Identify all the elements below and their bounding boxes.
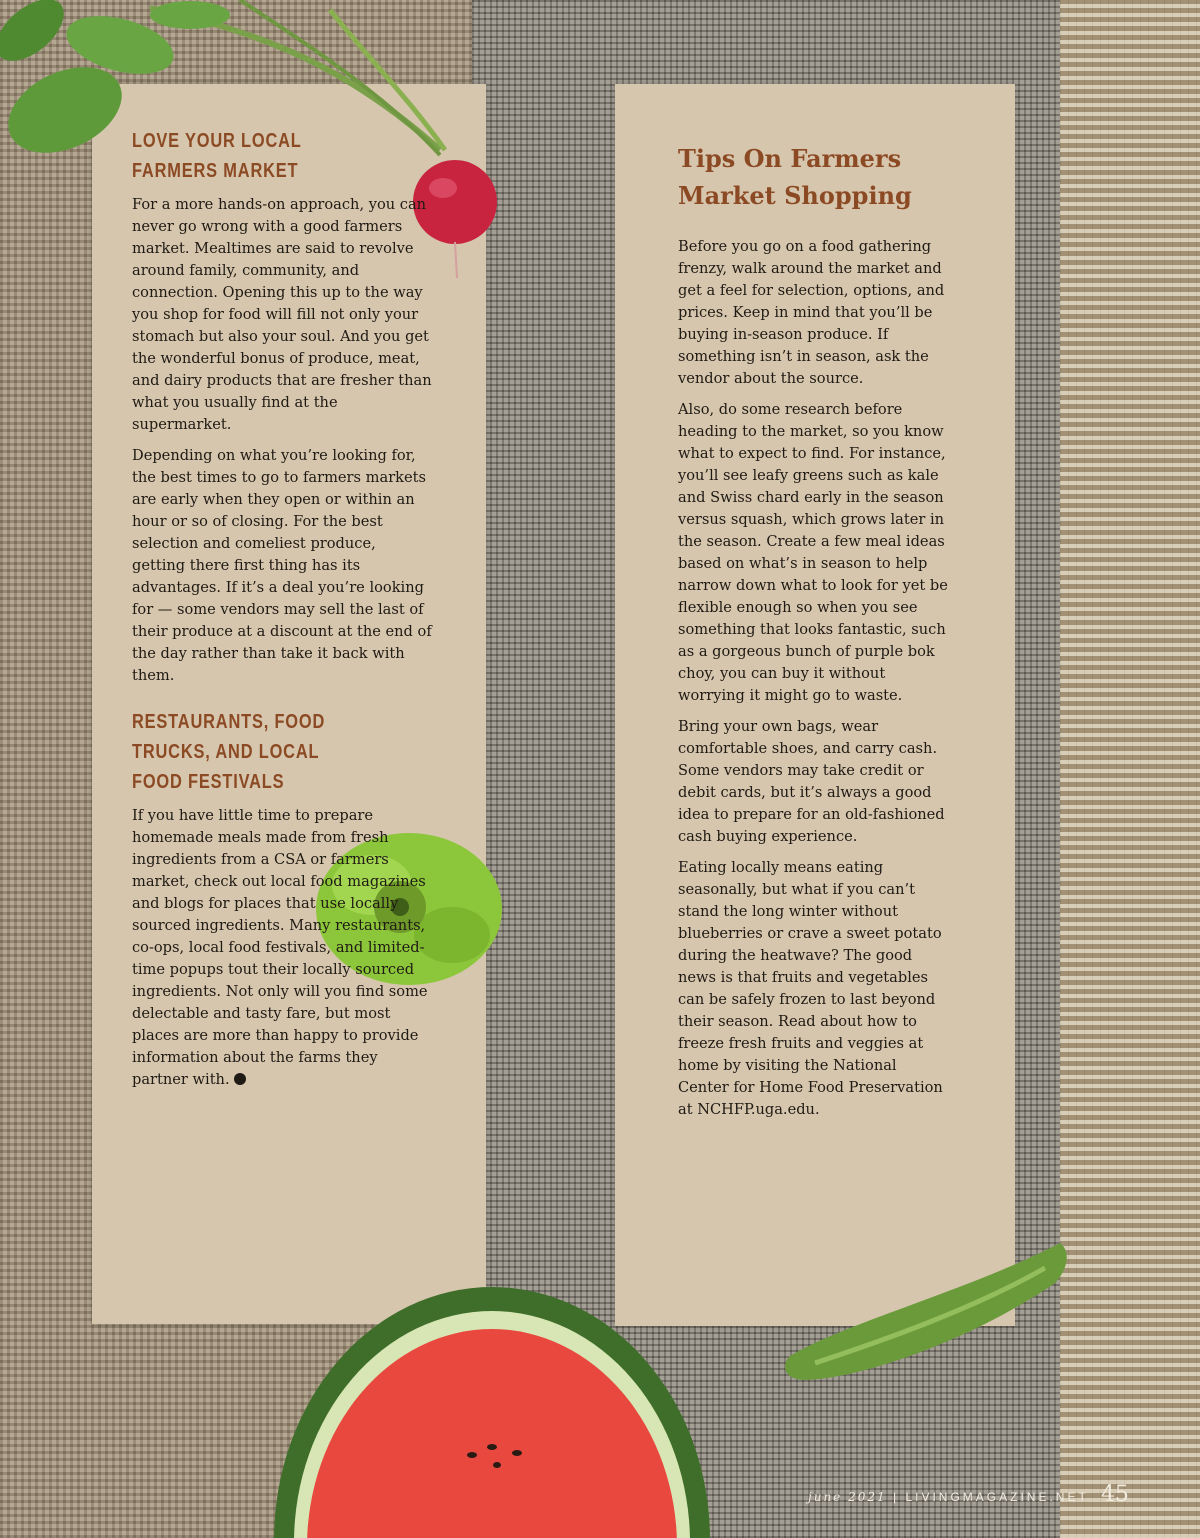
heading-line: LOVE YOUR LOCAL [132,130,302,152]
website-link[interactable]: LIVINGMAGAZINE.NET [905,1490,1089,1504]
heading-line: FARMERS MARKET [132,160,299,182]
paragraph: Also, do some research before heading to the market, so you know what to expect to find. For instance, you’ll see leafy greens such as kale and Swiss chard early in the season versus squash, which grows later in the season. Create a few meal ideas based on what’s in season to help narrow down what to look for yet be flexible enough so when you see something that looks fantastic, such as a gorgeous bunch of purple bok choy, you can buy it without worrying it might go to waste. [678,401,948,704]
heading-line: FOOD FESTIVALS [132,771,285,793]
paragraph: For a more hands-on approach, you can never go wrong with a good farmers market. Mealtimes are said to revolve around family, community, and connection. Opening this up to the way you shop for food will fill not only your stomach but also your soul. And you get the wonderful bonus of produce, meat, and dairy products that are fresher than what you usually find at the supermarket. [132,196,432,433]
watermelon-icon [272,1285,712,1538]
page-footer [808,1482,1148,1506]
heading-line: RESTAURANTS, FOOD [132,711,326,733]
paragraph-text: If you have little time to prepare homemade meals made from fresh ingredients from a CSA or farmers market, check out local food magazines and blogs for places that use locally sourced ingredients. Many restaurants, co-ops, local food festivals, and limited-time popups tout their locally sourced ingredients. Not only will you find some delectable and tasty fare, but most places are more than happy to provide information about the farms they partner with. [132,807,428,1088]
heading-line: TRUCKS, AND LOCAL [132,741,320,763]
cucumber-icon [775,1228,1075,1388]
issue-date: june 2021 [808,1490,887,1504]
paragraph: Bring your own bags, wear comfortable shoes, and carry cash. Some vendors may take credit or debit cards, but it’s always a good idea to prepare for an old-fashioned cash buying experience. [678,718,945,845]
footer-separator: | [892,1490,900,1504]
right-column [678,140,948,1130]
paragraph [132,805,432,1091]
end-mark-icon [234,1073,246,1085]
section-heading-local-farmers-market [132,126,378,186]
sidebar-title [678,140,948,214]
title-line: Market Shopping [678,181,912,210]
paragraph: Eating locally means eating seasonally, but what if you can’t stand the long winter without blueberries or crave a sweet potato during the heatwave? The good news is that fruits and vegetables can be safely frozen to last beyond their season. Read about how to freeze fresh fruits and veggies at home by visiting the National Center for Home Food Preservation at NCHFP.uga.edu. [678,859,943,1118]
paragraph: Before you go on a food gathering frenzy, walk around the market and get a feel for selection, options, and prices. Keep in mind that you’ll be buying in-season produce. If something isn’t in season, ask the vendor about the source. [678,238,945,387]
section-heading-restaurants [132,707,378,797]
page-number: 45 [1100,1482,1129,1507]
paragraph: Depending on what you’re looking for, the best times to go to farmers markets are early when they open or within an hour or so of closing. For the best selection and comeliest produce, getting there first thing has its advantages. If it’s a deal you’re looking for — some vendors may sell the last of their produce at a discount at the end of the day rather than take it back with them. [132,447,432,684]
title-line: Tips On Farmers [678,144,902,173]
burlap-fringe [1060,0,1200,1538]
left-column [132,126,432,1100]
